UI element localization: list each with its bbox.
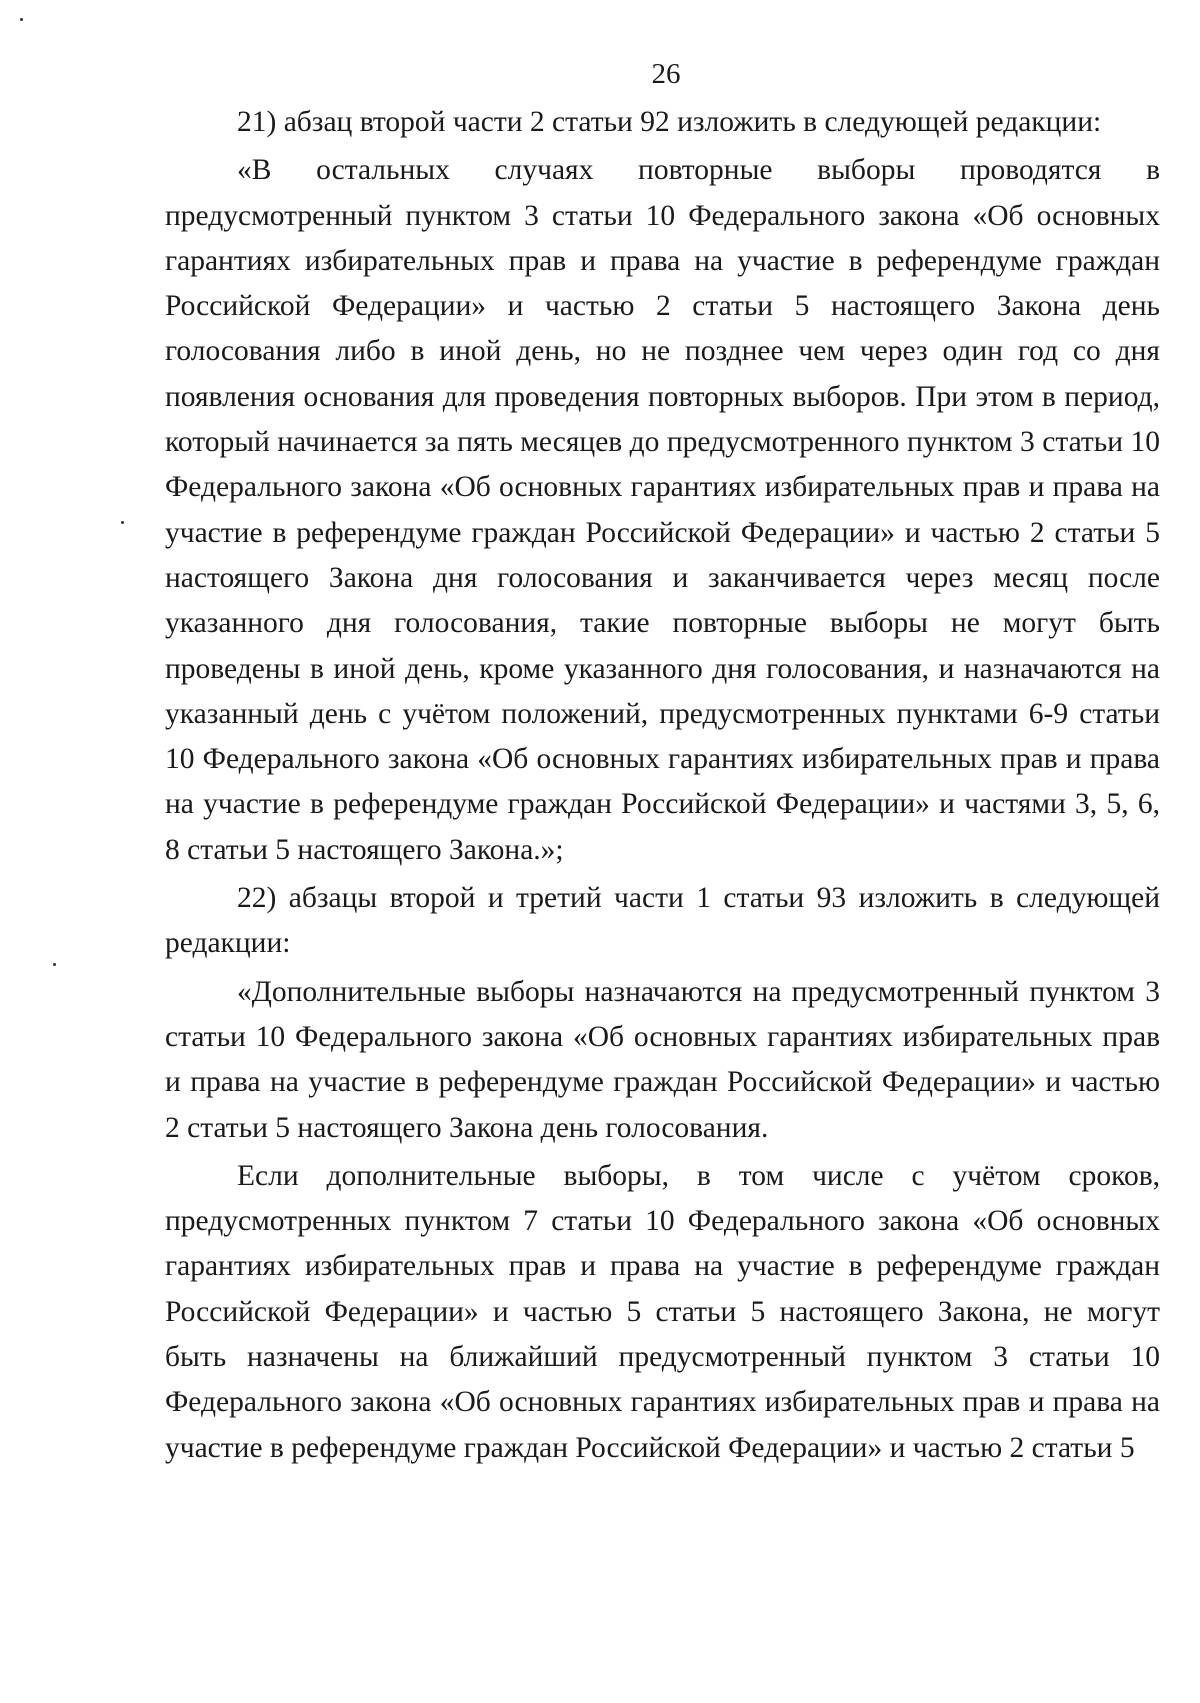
scan-speck <box>53 963 56 966</box>
document-body <box>165 100 1160 1474</box>
page-number: 26 <box>651 58 681 90</box>
paragraph-item-21: 21) абзац второй части 2 статьи 92 изложить в следующей редакции: <box>237 106 1102 138</box>
paragraph-item-22: 22) абзацы второй и третий части 1 статьи 93 изложить в следующей редакции: <box>165 882 1160 960</box>
paragraph-quote-repeat-elections: «В остальных случаях повторные выборы проводятся в предусмотренный пунктом 3 статьи 10 Федерального закона «Об основных гарантиях избирательных прав и права на участие в референдуме граждан Российской Федерации» и частью 2 статьи 5 настоящего Закона день голосования либо в иной день, но не позднее чем через один год со дня появления основания для проведения повторных выборов. При этом в период, который начинается за пять месяцев до предусмотренного пунктом 3 статьи 10 Федерального закона «Об основных гарантиях избирательных прав и права на участие в референдуме граждан Российской Федерации» и частью 2 статьи 5 настоящего Закона дня голосования и заканчивается через месяц после указанного дня голосования, такие повторные выборы не могут быть проведены в иной день, кроме указанного дня голосования, и назначаются на указанный день с учётом положений, предусмотренных пунктами 6-9 статьи 10 Федерального закона «Об основных гарантиях избирательных прав и права на участие в референдуме граждан Российской Федерации» и частями 3, 5, 6, 8 статьи 5 настоящего Закона.»; <box>165 154 1160 866</box>
paragraph-if-additional-elections: Если дополнительные выборы, в том числе с учётом сроков, предусмотренных пунктом 7 статьи 10 Федерального закона «Об основных гарантиях избирательных прав и права на участие в референдуме граждан Российской Федерации» и частью 5 статьи 5 настоящего Закона, не могут быть назначены на ближайший предусмотренный пунктом 3 статьи 10 Федерального закона «Об основных гарантиях избирательных прав и права на участие в референдуме граждан Российской Федерации» и частью 2 статьи 5 <box>165 1159 1160 1464</box>
scan-speck <box>121 521 124 524</box>
scan-speck <box>20 18 23 21</box>
paragraph-quote-additional-elections: «Дополнительные выборы назначаются на предусмотренный пунктом 3 статьи 10 Федерального закона «Об основных гарантиях избирательных прав и права на участие в референдуме граждан Российской Федерации» и частью 2 статьи 5 настоящего Закона день голосования. <box>165 975 1160 1144</box>
